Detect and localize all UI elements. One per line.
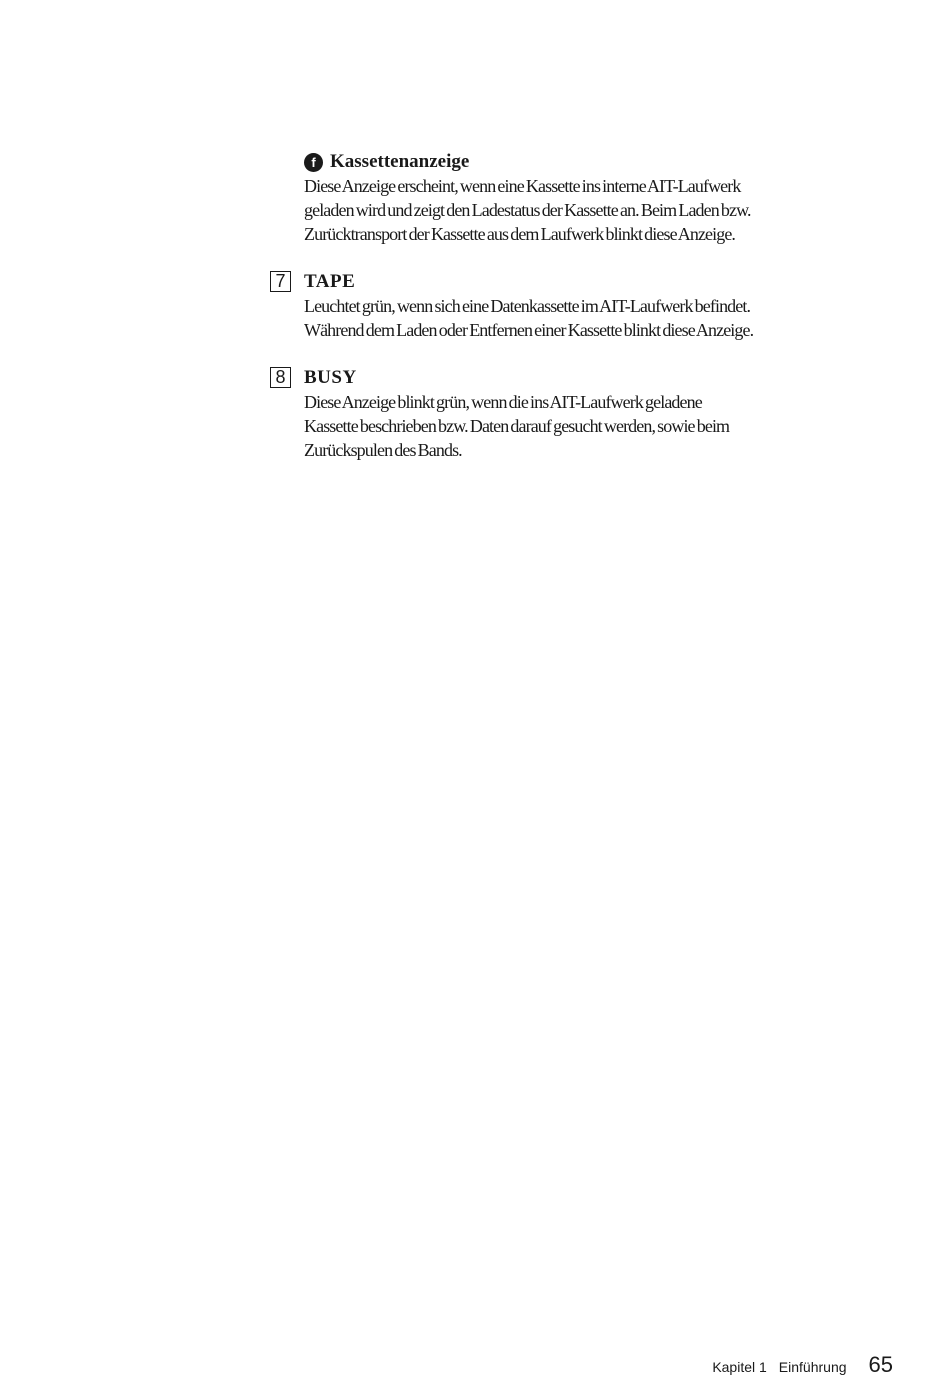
- section-kassettenanzeige: [304, 150, 864, 246]
- section-heading: [304, 366, 864, 390]
- body-line: Leuchtet grün, wenn sich eine Datenkassette im AIT-Laufwerk befindet.: [304, 296, 751, 316]
- body-line: Zurückspulen des Bands.: [304, 440, 462, 460]
- heading-text: BUSY: [304, 367, 357, 388]
- circled-marker-icon: f: [304, 153, 323, 172]
- page-footer: [712, 1352, 893, 1378]
- boxed-number-marker: 8: [270, 367, 291, 388]
- section-heading: [304, 150, 864, 174]
- body-line: Diese Anzeige erscheint, wenn eine Kassette ins interne AIT-Laufwerk: [304, 176, 741, 196]
- footer-title: Einführung: [778, 1359, 847, 1375]
- body-line: Während dem Laden oder Entfernen einer Kassette blinkt diese Anzeige.: [304, 320, 754, 340]
- heading-text: Kassettenanzeige: [330, 151, 470, 172]
- body-line: Zurücktransport der Kassette aus dem Laufwerk blinkt diese Anzeige.: [304, 224, 736, 244]
- section-heading: [304, 270, 864, 294]
- body-line: geladen wird und zeigt den Ladestatus der Kassette an. Beim Laden bzw.: [304, 200, 751, 220]
- section-busy: [275, 366, 864, 462]
- section-tape: [275, 270, 864, 342]
- page-number: 65: [868, 1352, 893, 1377]
- footer-chapter: Kapitel 1: [712, 1359, 767, 1375]
- body-line: Kassette beschrieben bzw. Daten darauf gesucht werden, sowie beim: [304, 416, 730, 436]
- body-line: Diese Anzeige blinkt grün, wenn die ins AIT-Laufwerk geladene: [304, 392, 702, 412]
- heading-text: TAPE: [304, 271, 356, 292]
- boxed-number-marker: 7: [270, 271, 291, 292]
